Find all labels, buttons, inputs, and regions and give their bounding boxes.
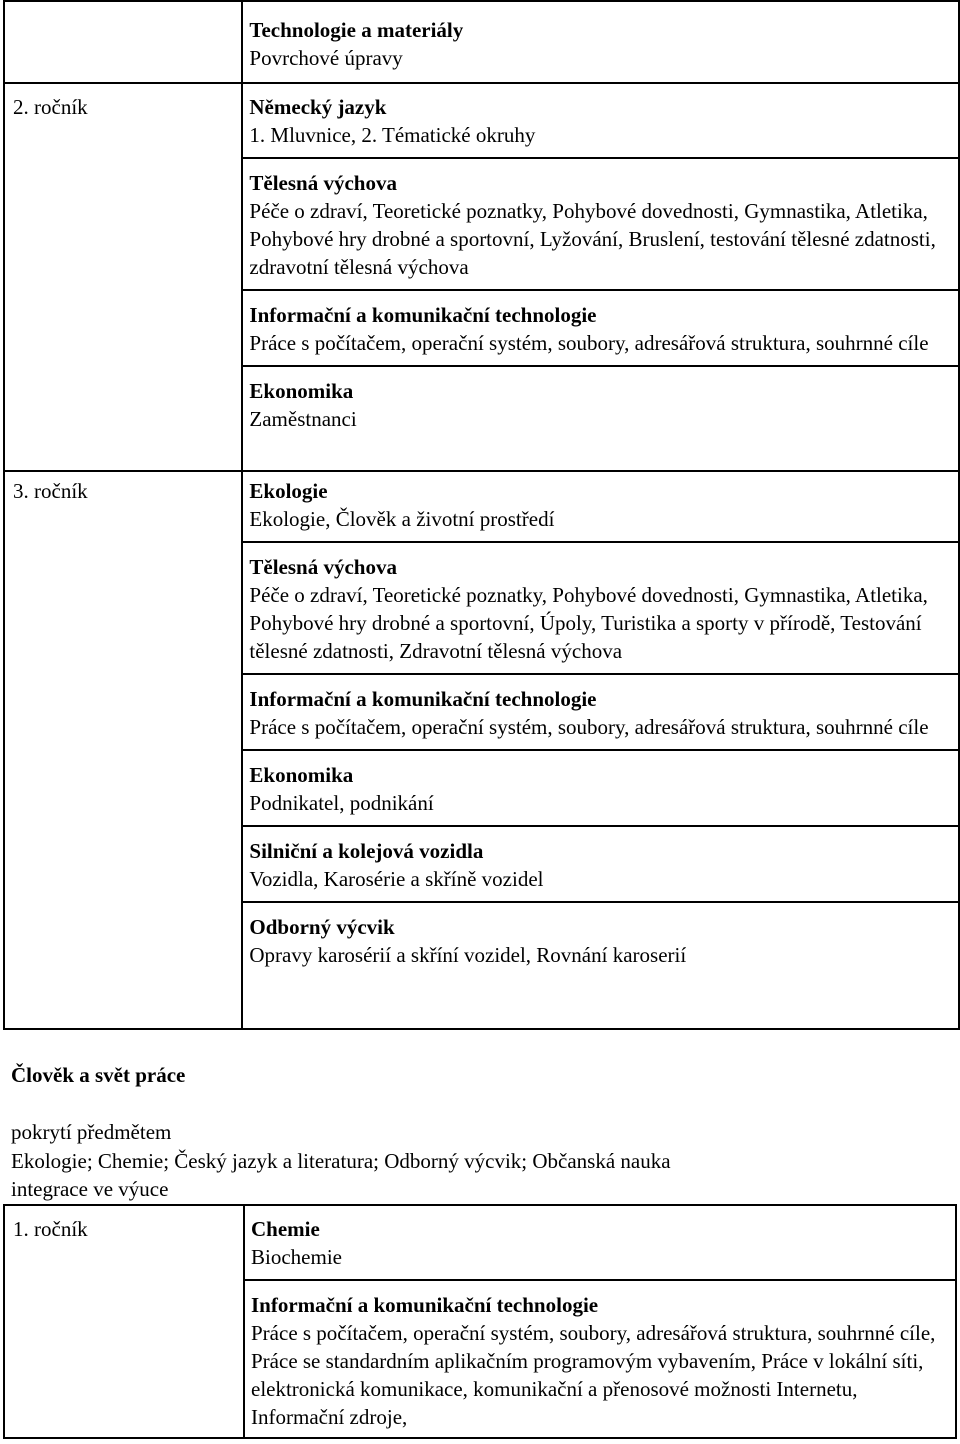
subject-title: Informační a komunikační technologie (251, 1293, 599, 1317)
subject-title: Chemie (251, 1217, 320, 1241)
subject-title: Německý jazyk (249, 95, 387, 119)
coverage-label: pokrytí předmětem (11, 1120, 172, 1144)
section-title: Člověk a svět práce (11, 1063, 186, 1087)
subject-topics: Péče o zdraví, Teoretické poznatky, Pohybové dovednosti, Gymnastika, Atletika, Pohybové hry drobné a sportovní, Úpoly, Turistika a sporty v přírodě, Testování tělesné zdatnosti, Zdravotní tělesná výchova (249, 583, 928, 663)
subject-topics: Povrchové úpravy (249, 46, 403, 70)
curriculum-table-top (3, 0, 960, 1030)
table-row (4, 83, 959, 471)
subject-cell (242, 471, 959, 1029)
year-cell (4, 83, 242, 471)
subject-topics: Biochemie (251, 1245, 342, 1269)
curriculum-table-bottom (3, 1204, 957, 1439)
subject-cell (244, 1205, 956, 1438)
year-label: 1. ročník (13, 1217, 88, 1241)
year-cell (4, 1, 242, 83)
integration-label: integrace ve výuce (11, 1177, 169, 1201)
subject-cell (242, 83, 959, 471)
subject-entry (243, 543, 958, 675)
subject-title: Tělesná výchova (249, 555, 397, 579)
subject-topics: 1. Mluvnice, 2. Tématické okruhy (249, 123, 536, 147)
subject-entry (243, 84, 958, 159)
subject-title: Ekonomika (249, 763, 354, 787)
subject-entry (243, 367, 958, 441)
subject-title: Tělesná výchova (249, 171, 397, 195)
subject-topics: Podnikatel, podnikání (249, 791, 434, 815)
subject-entry (243, 675, 958, 751)
subject-entry (245, 1206, 955, 1281)
subject-topics: Práce s počítačem, operační systém, soubory, adresářová struktura, souhrnné cíle (249, 715, 929, 739)
subject-entry (243, 159, 958, 291)
subject-entry (243, 827, 958, 903)
year-label: 2. ročník (13, 95, 88, 119)
subject-entry (243, 751, 958, 827)
subject-topics: Opravy karosérií a skříní vozidel, Rovnání karoserií (249, 943, 687, 967)
subject-title: Informační a komunikační technologie (249, 303, 597, 327)
subject-entry (245, 1281, 955, 1437)
subject-cell (242, 1, 959, 83)
subject-title: Technologie a materiály (249, 18, 464, 42)
subject-title: Informační a komunikační technologie (249, 687, 597, 711)
subject-topics: Práce s počítačem, operační systém, soubory, adresářová struktura, souhrnné cíle (249, 331, 929, 355)
coverage-text: Ekologie; Chemie; Český jazyk a literatura; Odborný výcvik; Občanská nauka (11, 1149, 671, 1173)
subject-topics: Zaměstnanci (249, 407, 357, 431)
subject-topics: Péče o zdraví, Teoretické poznatky, Pohybové dovednosti, Gymnastika, Atletika, Pohybové hry drobné a sportovní, Lyžování, Bruslení, testování tělesné zdatnosti, zdravotní tělesná výchova (249, 199, 936, 279)
subject-title: Ekonomika (249, 379, 354, 403)
subject-entry (243, 472, 958, 543)
year-cell (4, 471, 242, 1029)
subject-entry (243, 291, 958, 367)
subject-title: Silniční a kolejová vozidla (249, 839, 484, 863)
subject-topics: Vozidla, Karosérie a skříně vozidel (249, 867, 544, 891)
subject-title: Odborný výcvik (249, 915, 395, 939)
table-row (4, 471, 959, 1029)
year-cell (4, 1205, 244, 1438)
table-row (4, 1, 959, 83)
subject-topics: Ekologie, Člověk a životní prostředí (249, 507, 555, 531)
subject-topics: Práce s počítačem, operační systém, soubory, adresářová struktura, souhrnné cíle, Práce se standardním aplikačním programovým vybavením, Práce v lokální síti, elektronická komunikace, komunikační a přenosové možnosti Internetu, Informační zdroje, (251, 1321, 936, 1429)
table-row (4, 1205, 956, 1438)
subject-title: Ekologie (249, 479, 328, 503)
subject-entry (249, 2, 954, 78)
subject-entry (243, 903, 958, 977)
year-label: 3. ročník (13, 479, 88, 503)
